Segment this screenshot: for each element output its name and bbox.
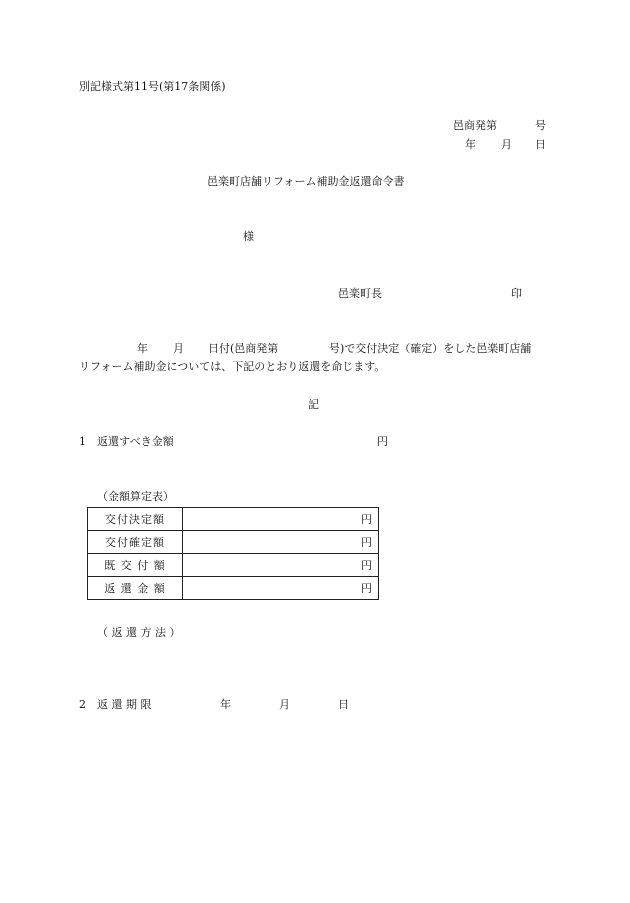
body-year: 年 (137, 342, 148, 355)
ki-heading: 記 (308, 398, 319, 411)
body-line2: リフォーム補助金については、下記のとおり返還を命じます。 (79, 360, 386, 373)
calc-row (88, 554, 379, 577)
form-reference: 別記様式第11号(第17条関係) (79, 80, 226, 93)
calc-row-unit: 円 (183, 577, 379, 600)
body-month: 月 (173, 342, 184, 355)
doc-date-month: 月 (501, 138, 512, 151)
calc-row-label: 交付確定額 (88, 531, 183, 554)
calc-row (88, 531, 379, 554)
addressee-honorific: 様 (243, 230, 254, 243)
body-date-prefix: 日付(邑商発第 (208, 342, 279, 355)
calc-row (88, 577, 379, 600)
calc-row-unit: 円 (183, 508, 379, 531)
item2-day: 日 (338, 698, 349, 711)
document-title: 邑楽町店舗リフォーム補助金返還命令書 (207, 175, 405, 188)
doc-number-suffix: 号 (535, 119, 546, 132)
method-heading: （ 返 還 方 法 ） (97, 626, 181, 639)
calc-row-label: 交付決定額 (88, 508, 183, 531)
calc-table-caption: （金額算定表） (97, 490, 174, 503)
item2-year: 年 (220, 698, 231, 711)
doc-date-day: 日 (535, 138, 546, 151)
item2-label: 返 還 期 限 (97, 698, 152, 711)
item2-month: 月 (279, 698, 290, 711)
item1-unit: 円 (377, 435, 388, 448)
item1-number: 1 (79, 435, 86, 448)
calc-row-label: 既 交 付 額 (88, 554, 183, 577)
issuer-seal: 印 (511, 287, 522, 300)
calc-row-unit: 円 (183, 554, 379, 577)
body-line1-rest: 号)で交付決定（確定）をした邑楽町店舗 (329, 342, 532, 355)
calc-row-unit: 円 (183, 531, 379, 554)
calc-row (88, 508, 379, 531)
doc-date-year: 年 (465, 138, 476, 151)
issuer-name: 邑楽町長 (338, 287, 382, 300)
calc-table (87, 507, 379, 600)
calc-row-label: 返 還 金 額 (88, 577, 183, 600)
item1-label: 返還すべき金額 (97, 435, 174, 448)
doc-number-prefix: 邑商発第 (453, 119, 497, 132)
item2-number: 2 (79, 698, 86, 711)
